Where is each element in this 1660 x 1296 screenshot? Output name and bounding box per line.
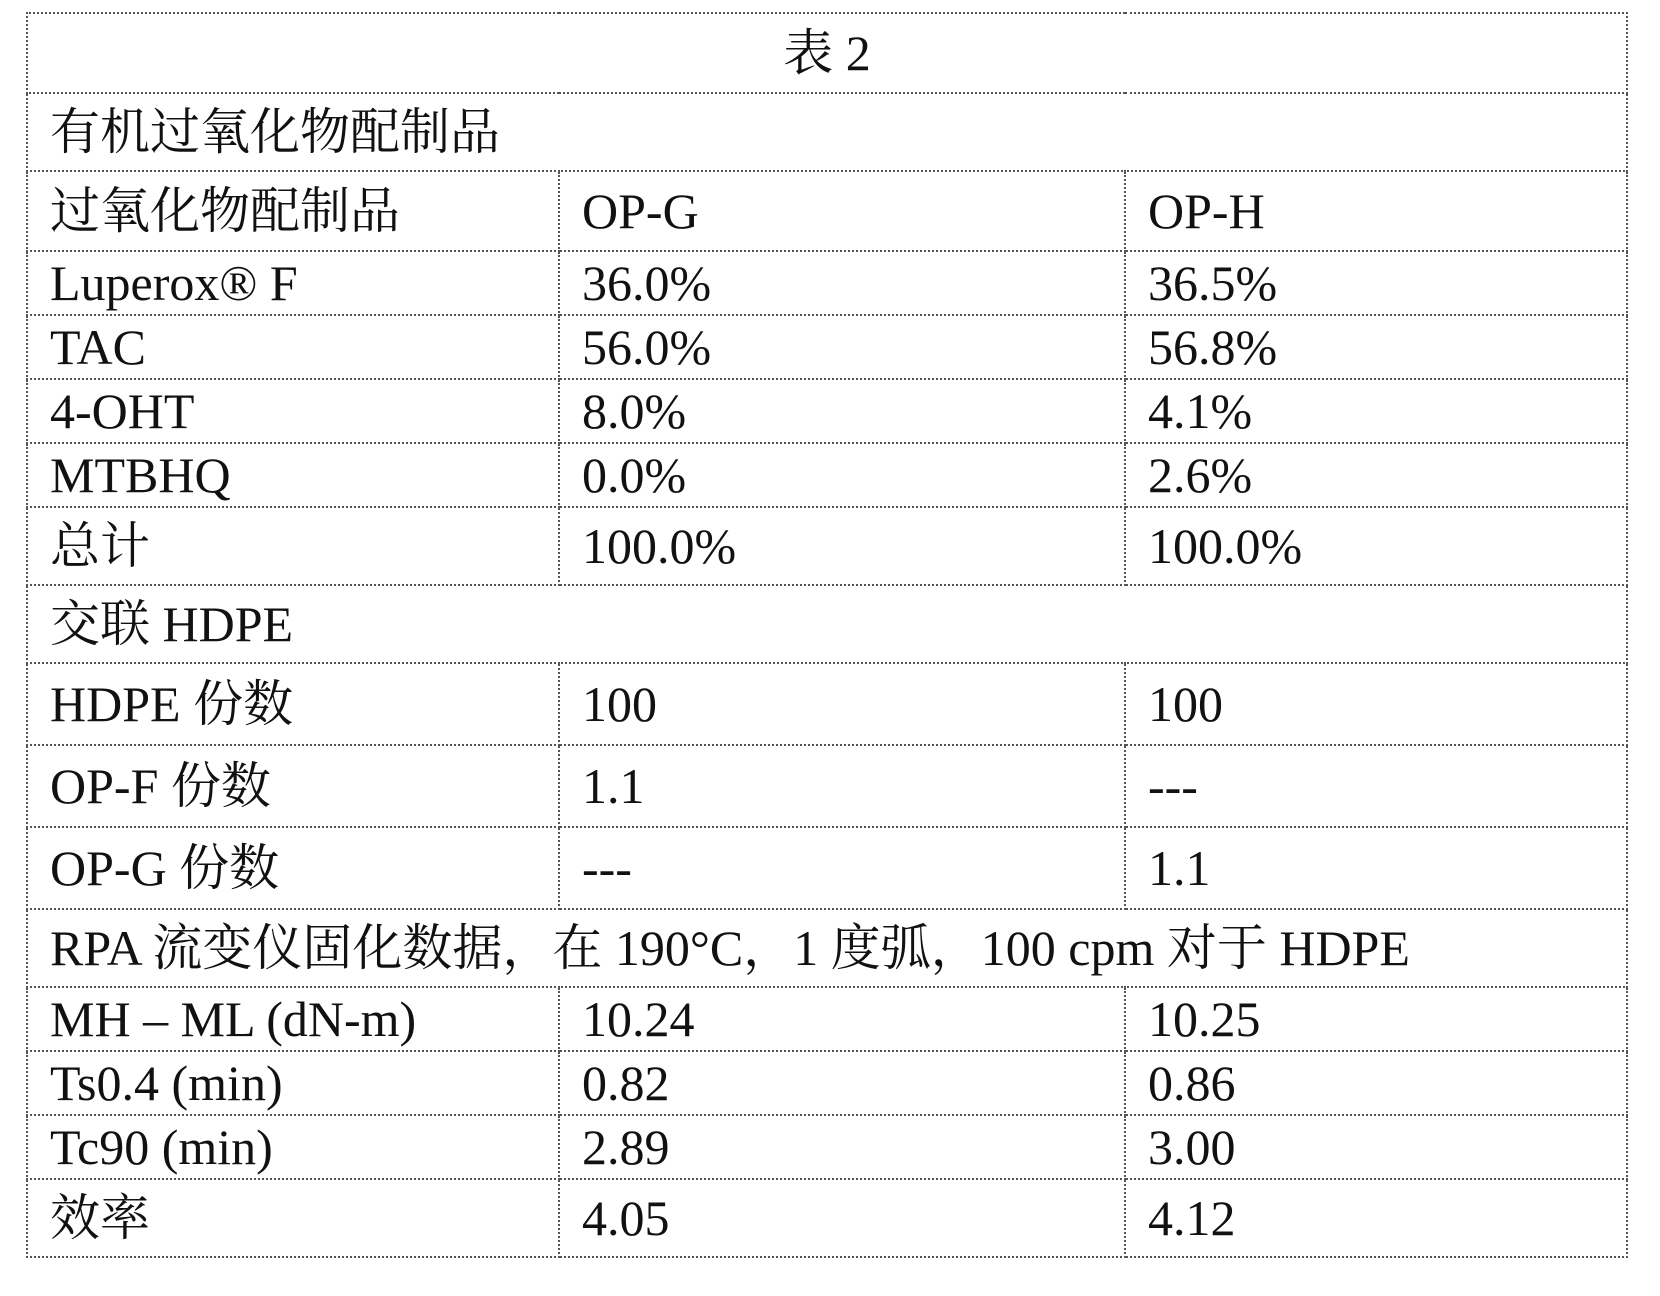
cell-op-h: 2.6%	[1125, 443, 1627, 507]
cell-op-h: 1.1	[1125, 827, 1627, 909]
cell-op-g: 0.0%	[559, 443, 1125, 507]
cell-op-g: 0.82	[559, 1051, 1125, 1115]
table-row	[27, 379, 1627, 443]
cell-op-g: 10.24	[559, 987, 1125, 1051]
cell-op-g: 1.1	[559, 745, 1125, 827]
table-row	[27, 507, 1627, 585]
section-row	[27, 585, 1627, 663]
row-label: TAC	[27, 315, 559, 379]
section-row	[27, 93, 1627, 171]
cell-op-g: 100.0%	[559, 507, 1125, 585]
data-table	[26, 12, 1628, 1258]
cell-op-h: 4.1%	[1125, 379, 1627, 443]
cell-op-h: 100.0%	[1125, 507, 1627, 585]
row-label: 效率	[27, 1179, 559, 1257]
cell-op-h: 36.5%	[1125, 251, 1627, 315]
cell-op-g: 36.0%	[559, 251, 1125, 315]
cell-op-h: 3.00	[1125, 1115, 1627, 1179]
row-label: MTBHQ	[27, 443, 559, 507]
table-title: 表 2	[27, 13, 1627, 93]
cell-op-g: 2.89	[559, 1115, 1125, 1179]
cell-op-g: 8.0%	[559, 379, 1125, 443]
row-label: Tc90 (min)	[27, 1115, 559, 1179]
cell-op-g: 100	[559, 663, 1125, 745]
cell-op-h: 4.12	[1125, 1179, 1627, 1257]
table-row	[27, 251, 1627, 315]
table-row	[27, 663, 1627, 745]
cell-op-h: 56.8%	[1125, 315, 1627, 379]
cell-op-g: 4.05	[559, 1179, 1125, 1257]
header-label: 过氧化物配制品	[27, 171, 559, 251]
table-row	[27, 1179, 1627, 1257]
cell-op-h: 10.25	[1125, 987, 1627, 1051]
row-label: HDPE 份数	[27, 663, 559, 745]
row-label: OP-F 份数	[27, 745, 559, 827]
table-row	[27, 315, 1627, 379]
table-title-row	[27, 13, 1627, 93]
row-label: Ts0.4 (min)	[27, 1051, 559, 1115]
row-label: Luperox® F	[27, 251, 559, 315]
section-row	[27, 909, 1627, 987]
header-row	[27, 171, 1627, 251]
row-label: MH – ML (dN-m)	[27, 987, 559, 1051]
section-crosslink-hdpe: 交联 HDPE	[27, 585, 1627, 663]
section-rpa-cure-data: RPA 流变仪固化数据，在 190°C，1 度弧，100 cpm 对于 HDPE	[27, 909, 1627, 987]
row-label: 总计	[27, 507, 559, 585]
table-row	[27, 443, 1627, 507]
row-label: 4-OHT	[27, 379, 559, 443]
cell-op-g: 56.0%	[559, 315, 1125, 379]
table-row	[27, 1115, 1627, 1179]
section-organic-peroxide: 有机过氧化物配制品	[27, 93, 1627, 171]
header-op-g: OP-G	[559, 171, 1125, 251]
table-row	[27, 987, 1627, 1051]
table-row	[27, 827, 1627, 909]
table-row	[27, 1051, 1627, 1115]
cell-op-h: 0.86	[1125, 1051, 1627, 1115]
cell-op-h: 100	[1125, 663, 1627, 745]
table-row	[27, 745, 1627, 827]
header-op-h: OP-H	[1125, 171, 1627, 251]
cell-op-h: ---	[1125, 745, 1627, 827]
cell-op-g: ---	[559, 827, 1125, 909]
row-label: OP-G 份数	[27, 827, 559, 909]
